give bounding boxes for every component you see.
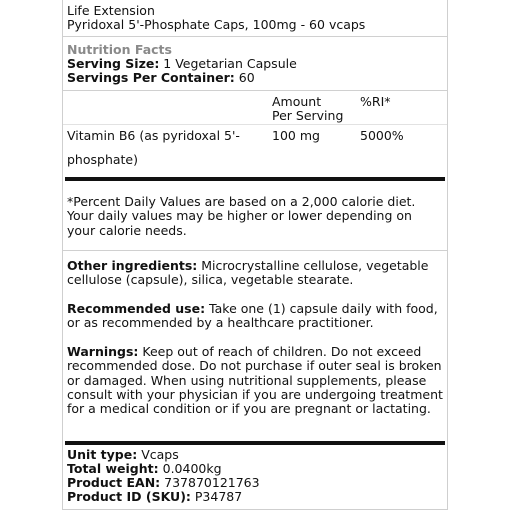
recommended-use bbox=[67, 302, 443, 331]
servings-per-container-label: Servings Per Container: bbox=[67, 70, 235, 85]
total-weight-label: Total weight: bbox=[67, 461, 159, 476]
nutrient-name: Vitamin B6 (as pyridoxal 5'- bbox=[67, 128, 240, 143]
nutrient-name-cont: phosphate) bbox=[67, 152, 139, 167]
unit-type-value: Vcaps bbox=[137, 447, 179, 462]
column-header-per-serving: Per Serving bbox=[272, 108, 344, 123]
product-sku-label: Product ID (SKU): bbox=[67, 489, 191, 504]
nutrient-ri: 5000% bbox=[360, 128, 404, 143]
divider bbox=[63, 250, 447, 251]
recommended-use-text: Take one (1) capsule daily with food, or as recommended by a healthcare practitioner. bbox=[67, 301, 438, 331]
warnings bbox=[67, 345, 443, 416]
column-header-ri: %RI* bbox=[360, 94, 391, 109]
product-ean-value: 737870121763 bbox=[160, 475, 260, 490]
thick-divider bbox=[65, 441, 445, 445]
servings-per-container bbox=[67, 71, 255, 85]
thick-divider bbox=[65, 177, 445, 181]
product-sku-value: P34787 bbox=[190, 489, 243, 504]
warnings-text: Keep out of reach of children. Do not exceed recommended dose. Do not purchase if outer seal is broken or damaged. When using nutritional supplements, please consult with your physician if you are undergoing treatment for a medical condition or if you are pregnant or lactating. bbox=[67, 344, 443, 417]
brand-name: Life Extension bbox=[67, 3, 155, 18]
other-ingredients-text: Microcrystalline cellulose, vegetable cellulose (capsule), silica, vegetable stearate. bbox=[67, 258, 429, 288]
column-header-amount: Amount bbox=[272, 94, 322, 109]
serving-size bbox=[67, 57, 297, 71]
product-ean-label: Product EAN: bbox=[67, 475, 161, 490]
nutrition-facts-title: Nutrition Facts bbox=[67, 42, 172, 57]
serving-size-value: 1 Vegetarian Capsule bbox=[159, 56, 297, 71]
product-title: Pyridoxal 5'-Phosphate Caps, 100mg - 60 vcaps bbox=[67, 17, 366, 32]
unit-type-label: Unit type: bbox=[67, 447, 138, 462]
other-ingredients-label: Other ingredients: bbox=[67, 258, 198, 273]
daily-values-footnote: *Percent Daily Values are based on a 2,000 calorie diet. Your daily values may be higher or lower depending on your calorie needs. bbox=[67, 194, 416, 238]
unit-type bbox=[67, 448, 179, 462]
recommended-use-label: Recommended use: bbox=[67, 301, 206, 316]
total-weight-value: 0.0400kg bbox=[158, 461, 222, 476]
serving-size-label: Serving Size: bbox=[67, 56, 160, 71]
supplement-facts-panel bbox=[62, 0, 448, 510]
product-ean bbox=[67, 476, 260, 490]
nutrient-amount: 100 mg bbox=[272, 128, 320, 143]
other-ingredients bbox=[67, 259, 443, 288]
warnings-label: Warnings: bbox=[67, 344, 139, 359]
divider bbox=[63, 36, 447, 37]
product-sku bbox=[67, 490, 242, 504]
divider bbox=[63, 124, 447, 125]
servings-per-container-value: 60 bbox=[234, 70, 255, 85]
total-weight bbox=[67, 462, 222, 476]
divider bbox=[63, 90, 447, 91]
